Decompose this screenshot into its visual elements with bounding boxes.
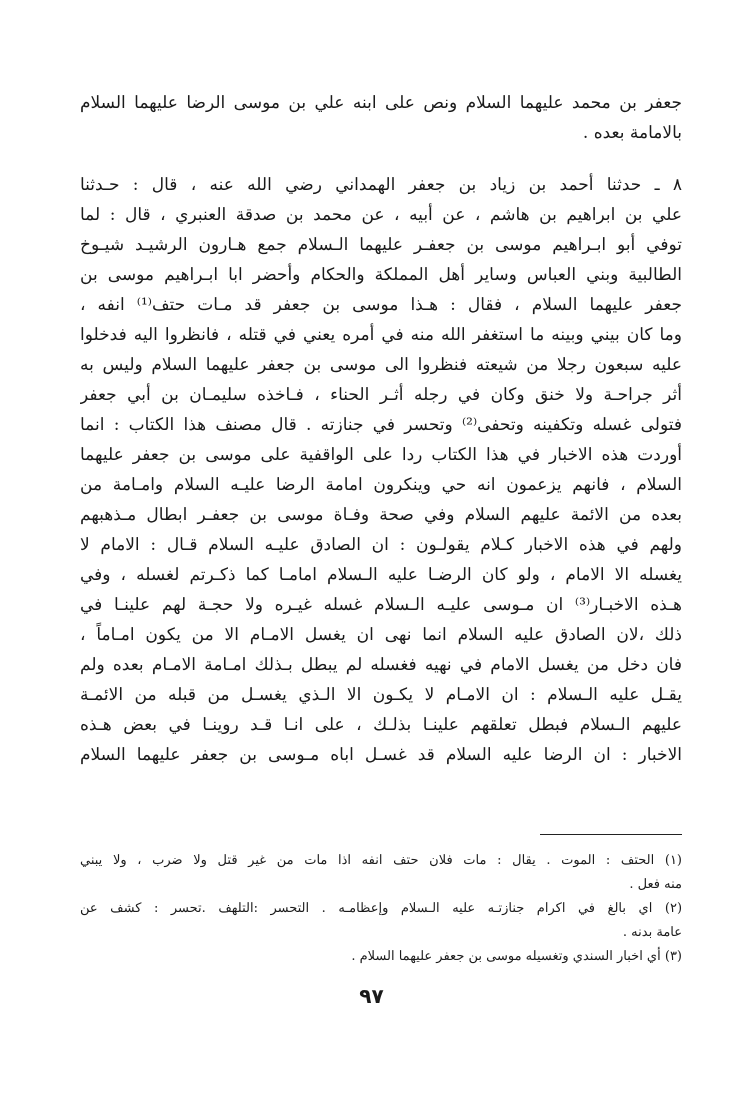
text-line: بالامامة بعده .: [582, 123, 682, 143]
text-line: أوردت هذه الاخبار في هذا الكتاب ردا على الواقفية على موسى بن جعفر عليهما: [80, 445, 682, 465]
footnote-divider: [540, 834, 682, 835]
text-line: علي بن ابراهيم بن هاشم ، عن أبيه ، عن محمد بن صدقة العنبري ، قال : لما: [80, 205, 682, 225]
footnote-line: (١) الحتف : الموت . يقال : مات فلان حتف انفه اذا مات من غير قتل ولا ضرب ، ولا يبني: [80, 853, 682, 868]
text-line: ٨ ـ حدثنا أحمد بن زياد بن جعفر الهمداني رضي الله عنه ، قال : حـدثنا: [80, 175, 682, 195]
text-line: عليهم الـسلام فبطل تعلقهم علينـا بذلـك ، على انـا قـد روينـا في بعض هـذه: [80, 715, 682, 735]
footnote-line: (٢) اي بالغ في اكرام جنازتـه عليه الـسلام وإعظامـه . التحسر :التلهف .تحسر : كشف عن: [80, 901, 682, 916]
text-line: الطالبية وبني العباس وساير أهل المملكة والحكام وأحضر ابا ابـراهيم موسى بن: [80, 265, 682, 285]
footnote-line: عامة بدنه .: [622, 925, 682, 940]
text-line: بعده من الائمة عليهم السلام وفي صحة وفـاة موسى بن جعفـر ابطال مـذهبهم: [80, 505, 682, 525]
text-line: الاخبار : ان الرضا عليه السلام قد غسـل اباه مـوسى بن جعفر عليهما السلام: [80, 745, 682, 765]
footnotes: [80, 849, 682, 969]
text-line: عليه سبعون رجلا من شيعته فنظروا الى موسى بن جعفر عليهما السلام وليس به: [80, 355, 682, 375]
page-number: ٩٧: [359, 984, 384, 1008]
footnote-line: (٣) أي اخبار السندي وتغسيله موسى بن جعفر عليهما السلام .: [351, 949, 682, 964]
text-line: يغسله الا الامام ، ولو كان الرضـا عليه الـسلام امامـا كما ذكـرتم لغسله ، وفي: [80, 565, 682, 585]
text-line: يقـل عليه الـسلام : ان الامـام لا يكـون الا الـذي يغسـل من قبله من الائمـة: [80, 685, 682, 705]
text-line: أثر جراحـة ولا خنق وكان في رجله أثـر الحناء ، فـاخذه سليمـان بن أبي جعفر: [80, 385, 682, 405]
text-line: توفي أبو ابـراهيم موسى بن جعفـر عليهما الـسلام جمع هـارون الرشيـد شيـوخ: [80, 235, 682, 255]
text-line: وما كان بيني وبينه ما استغفر الله منه في أمره يعني في قتله ، فانظروا اليه فدخلوا: [80, 325, 682, 345]
text-line: ذلك ،لان الصادق عليه السلام انما نهى ان يغسل الامـام الا من يكون امـاماً ،: [80, 625, 682, 645]
paragraph-2: [80, 170, 682, 770]
footnote-line: منه فعل .: [629, 877, 682, 892]
text-line: هـذه الاخبـار⁽³⁾ ان مـوسى عليـه الـسلام غسله غيـره ولا حجـة لهم علينـا في: [80, 595, 682, 615]
text-line: ولهم في هذه الاخبار كـلام يقولـون : ان الصادق عليـه السلام قـال : الامام لا: [80, 535, 682, 555]
paragraph-1: [80, 88, 682, 148]
text-line: جعفر عليهما السلام ، فقال : هـذا موسى بن جعفر قد مـات حتف⁽¹⁾ انفه ،: [80, 295, 682, 315]
text-line: السلام ، فانهم يزعمون انه حي وينكرون امامة الرضا عليـه السلام وامـامة من: [80, 475, 682, 495]
text-line: فان دخل من يغسل الامام في نهيه فغسله لم يبطل بـذلك امـامة الامـام بعده ولم: [80, 655, 682, 675]
text-line: جعفر بن محمد عليهما السلام ونص على ابنه علي بن موسى الرضا عليهما السلام: [80, 93, 682, 113]
text-line: فتولى غسله وتكفينه وتحفى⁽²⁾ وتحسر في جنازته . قال مصنف هذا الكتاب : انما: [80, 415, 682, 435]
